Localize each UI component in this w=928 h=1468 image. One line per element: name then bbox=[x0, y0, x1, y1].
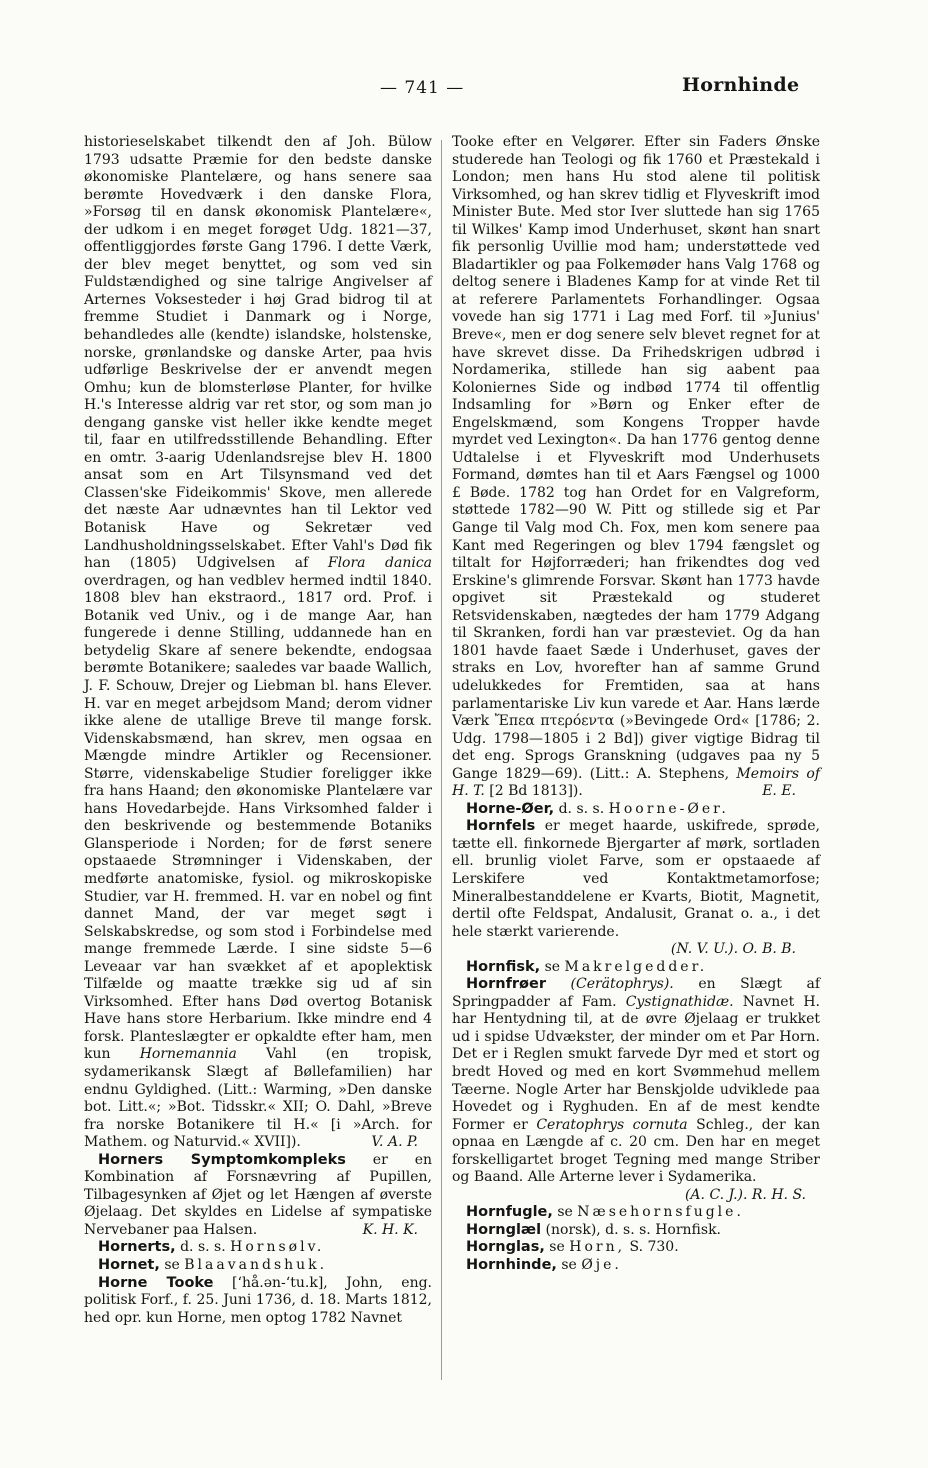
entry-hornfels: Hornfels er meget haarde, uskifrede, sprøde, tætte ell. finkornede Bjergarter af mørk, sortladen ell. brunlig violet Farve, som er opstaaede af Lerskifere ved Kontaktmetamorfose; Mineralbestanddelene er Kvarts, Biotit, Magnetit, dertil ofte Feldspat, Andalusit, Granat o. a., i det hele stærkt varierende. bbox=[452, 818, 820, 940]
headword: Hornfugle, bbox=[466, 1204, 553, 1221]
headword: Hornhinde, bbox=[466, 1257, 557, 1273]
continued-entry-text: historieselskabet tilkendt den af Joh. Bülow 1793 udsatte Præmie for den bedste danske økonomiske Plantelære, og hans senere saa berømte Hovedværk i den danske Flora, »Forsøg til en dansk økonomisk Plantelære«, der udkom i en meget forøget Udg. 1821—37, offentliggjordes første Gang 1796. I dette Værk, der blev meget benyttet, og som ved sin Fuldstændighed og sine talrige Angivelser af Arternes Voksesteder i høj Grad bidrog til at fremme Studiet i Danmark og i Norge, behandledes alle (kendte) islandske, holstenske, norske, grønlandske og danske Arter, paa hvis udførlige Beskrivelse der er anvendt megen Omhu; kun de blomsterløse Planter, for hvilke H.'s Interesse aldrig var ret stor, og som man jo dengang ganske vist heller ikke kendte meget til, faar en utilfredsstillende Behandling. Efter en omtr. 3-aarig Udenlandsrejse blev H. 1800 ansat som en Art Tilsynsmand ved det Classen'ske Fideikommis' Skove, men allerede det næste Aar udnævntes han til Lektor ved Botanisk Have og Sekretær ved Landhusholdningsselskabet. Efter Vahl's Død fik han (1805) Udgivelsen af Flora danica overdragen, og han vedblev hermed indtil 1840. 1808 blev han ekstraord., 1817 ord. Prof. i Botanik ved Univ., og i de mange Aar, han fungerede i denne Stilling, uddannede han en betydelig Skare af senere bekendte, endogsaa berømte Botanikere; saaledes var baade Wallich, J. F. Schouw, Drejer og Liebman bl. hans Elever. H. var en meget arbejdsom Mand; derom vidner ikke alene de utallige Breve til mange forsk. Videnskabsmænd, han skrev, men ogsaa en Mængde mindre Artikler og Recensioner. Større, videnskabelige Studier foreligger ikke fra hans Haand; den økonomiske Plantelære var hans Hovedarbejde. Hans Virksomhed falder i den beskrivende og bestemmende Botaniks Glansperiode i Norden; for de først senere opstaaede Strømninger i Videnskaben, der medførte anatomiske, fysiol. og mikroskopiske Studier, var H. fremmed. H. var en nobel og fint dannet Mand, der var meget søgt i Selskabskredse, og som stod i Forbindelse med mange fremmede Lærde. I sine sidste 5—6 Leveaar var han svækket af et apoplektisk Tilfælde og maatte trække sig ud af sin Virksomhed. Efter hans Død overtog Botanisk Have hans store Herbarium. Ikke mindre end 4 forsk. Planteslægter er opkaldte efter ham, men kun Hornemannia Vahl (en tropisk, sydamerikansk Slægt af Bøllefamilien) har endnu Gyldighed. (Litt.: Warming, »Den danske bot. Litt.«; »Bot. Tidsskr.« XII; O. Dahl, »Breve fra norske Botanikere til H.« [i »Arch. for Mathem. og Naturvid.« XVII]). V. A. P. bbox=[84, 134, 433, 1151]
cross-reference: Næsehornsfugle. bbox=[577, 1204, 744, 1221]
headword: Hornfisk, bbox=[466, 958, 541, 975]
cross-reference: Horn, bbox=[569, 1239, 626, 1256]
headword: Hornet, bbox=[98, 1257, 160, 1273]
author-signature: (A. C. J.). R. H. S. bbox=[684, 1186, 806, 1203]
running-head: Hornhinde bbox=[682, 74, 800, 96]
right-column bbox=[452, 134, 820, 1275]
continued-entry-text: Tooke efter en Velgører. Efter sin Faders Ønske studerede han Teologi og fik 1760 et Præstekald i London; men hans Hu stod alene til politisk Virksomhed, og han skrev tidlig et Flyveskrift imod Minister Bute. Med stor Iver sluttede han sig 1765 til Wilkes' Kamp imod Underhuset, skønt han snart fik personlig Uvillie mod ham; understøttede ved Bladartikler og paa Folkemøder hans Valg 1768 og deltog senere i Bladenes Kamp for at vinde Ret til at referere Parlamentets Forhandlinger. Ogsaa vovede han sig 1771 i Lag med Forf. til »Junius' Breve«, men er dog senere selv blevet regnet for at have skrevet disse. Da Frihedskrigen udbrød i Nordamerika, stillede han sig aabent paa Koloniernes Side og indbød 1774 til offentlig Indsamling for »Børn og Enker efter de Engelskmænd, som Kongens Tropper havde myrdet ved Lexington«. Da han 1776 gentog denne Udtalelse i et Flyveskrift mod Underhusets Formand, dømtes han til et Aars Fængsel og 1000 £ Bøde. 1782 tog han Ordet for en Valgreform, støttede 1782—90 W. Pitt og stillede sig et Par Gange til Valg mod Ch. Fox, men kom senere paa Kant med Regeringen og blev 1794 fængslet og tiltalt for Højforræderi; han frikendtes dog ved Erskine's glimrende Forsvar. Skønt han 1773 havde opgivet sit Præstekald og studeret Retsvidenskaben, nægtedes der ham 1779 Adgang til Skranken, fordi han var præsteviet. Og da han 1801 havde faaet Sæde i Underhuset, gaves der straks en Lov, hvorefter han af samme Grund udelukkedes for Fremtiden, saa at hans parlamentariske Liv kun varede et Aar. Hans lærde Værk Ἔπεα πτερόεντα (»Bevingede Ord« [1786; 2. Udg. 1798—1805 i 2 Bd]) giver vigtige Bidrag til det eng. Sprogs Granskning (udgaves paa ny 5 Gange 1829—69). (Litt.: A. Stephens, Memoirs of H. T. [2 Bd 1813]). E. E. bbox=[452, 134, 820, 800]
cross-reference: Hoorne-Øer. bbox=[608, 800, 729, 817]
headword: Hornglas, bbox=[466, 1239, 545, 1256]
entry-horne-oer: Horne-Øer, d. s. s. Hoorne-Øer. bbox=[466, 800, 729, 817]
cross-reference: Makrelgedder. bbox=[564, 958, 708, 975]
page-number: — 741 — bbox=[380, 78, 465, 98]
author-signature: K. H. K. bbox=[362, 1221, 418, 1238]
cross-reference: Blaavandshuk. bbox=[184, 1257, 328, 1273]
entry-hornfugle: Hornfugle, se Næsehornsfugle. bbox=[466, 1204, 744, 1221]
headword: Horners Symptomkompleks bbox=[98, 1151, 346, 1168]
author-signature: E. E. bbox=[762, 783, 796, 800]
headword: Hornglæl bbox=[466, 1221, 542, 1238]
author-signature: V. A. P. bbox=[371, 1134, 418, 1151]
left-column bbox=[84, 134, 432, 1327]
entry-hornglael: Hornglæl (norsk), d. s. s. Hornfisk. bbox=[466, 1221, 722, 1238]
entry-horne-tooke: Horne Tooke [ʻhå.ən-ʻtu.k], John, eng. politisk Forf., f. 25. Juni 1736, d. 18. Marts 1812, hed opr. kun Horne, men optog 1782 Navnet bbox=[84, 1274, 432, 1326]
entry-hornfroer: Hornfrøer (Cerätophrys). en Slægt af Springpadder af Fam. Cystignathidæ. Navnet H. har Hentydning til, at de øvre Øjelaag er trukket ud i spidse Udvækster, der minder om et Par Horn. Det er i Reglen smukt farvede Dyr med et stort og bredt Hoved og med en kort Svømmehud mellem Tæerne. Nogle Arter har Benskjolde udviklede paa Hovedet og i Ryghuden. En af de mest kendte Former er Ceratophrys cornuta Schleg., der kan opnaa en Længde af c. 20 cm. Den har en meget forskelligartet broget Tegning med mange Striber og Baand. Alle Arterne lever i Sydamerika. bbox=[452, 976, 821, 1186]
entry-hornglas: Hornglas, se Horn, S. 730. bbox=[466, 1239, 679, 1256]
headword: Hornfrøer bbox=[466, 976, 546, 993]
column-rule bbox=[441, 140, 442, 1380]
headword: Horne-Øer, bbox=[466, 800, 555, 817]
entry-hornet: Hornet, se Blaavandshuk. bbox=[98, 1257, 328, 1273]
entry-horners-symptomkompleks: Horners Symptomkompleks er en Kombination af Forsnævring af Pupillen, Tilbagesynken af Øjet og let Hængen af øverste Øjelaag. Det skyldes en Lidelse af sympatiske Nervebaner paa Halsen. K. H. K. bbox=[84, 1151, 432, 1238]
headword: Horne Tooke bbox=[98, 1274, 214, 1291]
entry-hornerts: Hornerts, d. s. s. Hornsølv. bbox=[98, 1239, 325, 1256]
cross-reference: Øje. bbox=[581, 1257, 622, 1273]
headword: Hornfels bbox=[466, 818, 536, 835]
cross-reference: Hornsølv. bbox=[230, 1239, 325, 1256]
author-signature: (N. V. U.). O. B. B. bbox=[670, 941, 796, 958]
headword: Hornerts, bbox=[98, 1239, 176, 1256]
entry-hornfisk: Hornfisk, se Makrelgedder. bbox=[466, 958, 708, 975]
entry-hornhinde: Hornhinde, se Øje. bbox=[466, 1257, 622, 1273]
